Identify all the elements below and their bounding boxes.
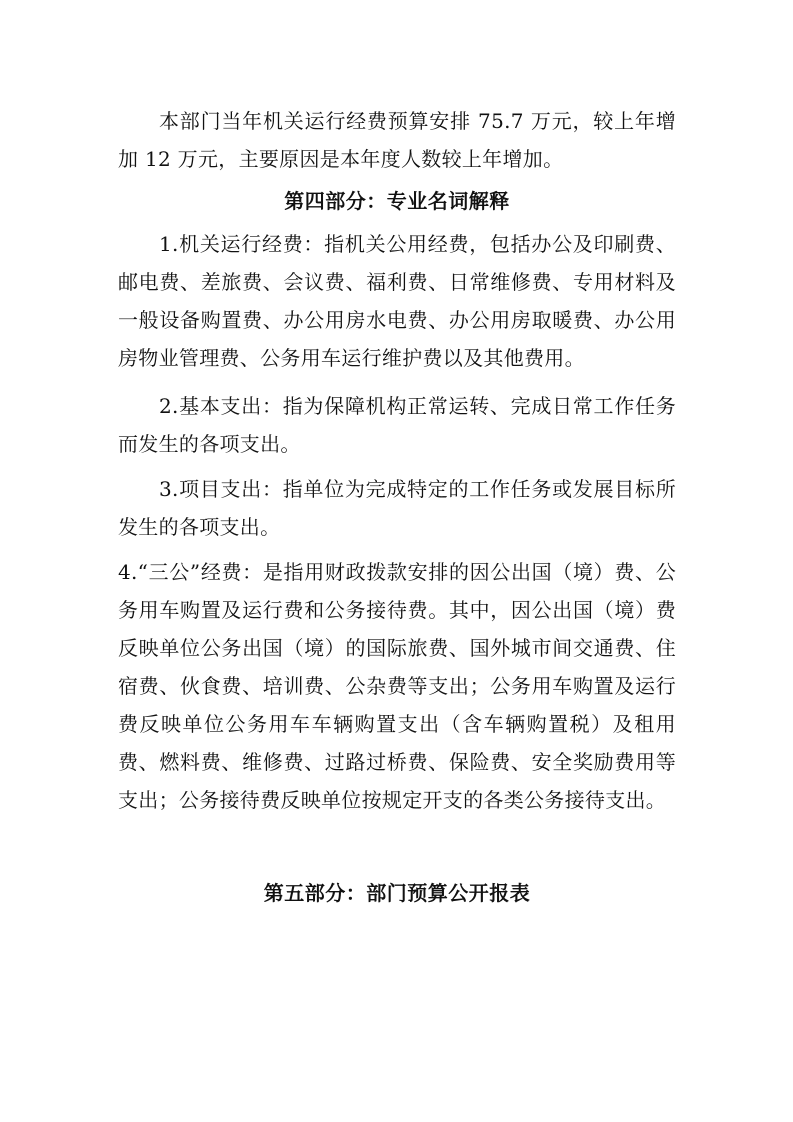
section-heading-part-five: 第五部分：部门预算公开报表 [263,881,531,905]
paragraph-term-project-expenditure: 3.项目支出：指单位为完成特定的工作任务或发展目标所发生的各项支出。 [118,477,676,539]
section-heading-part-four: 第四部分：专业名词解释 [284,189,510,213]
paragraph-term-basic-expenditure: 2.基本支出：指为保障机构正常运转、完成日常工作任务而发生的各项支出。 [118,394,676,456]
paragraph-term-operating-expenses: 1.机关运行经费：指机关公用经费，包括办公及印刷费、邮电费、差旅费、会议费、福利费、日常维修费、专用材料及一般设备购置费、办公用房水电费、办公用房取暖费、办公用房物业管理费、公务用车运行维护费以及其他费用。 [118,232,676,370]
paragraph-term-three-public-expenses: 4.“三公”经费：是指用财政拨款安排的因公出国（境）费、公务用车购置及运行费和公务接待费。其中，因公出国（境）费反映单位公务出国（境）的国际旅费、国外城市间交通费、住宿费、伙食费、培训费、公杂费等支出；公务用车购置及运行费反映单位公务用车车辆购置支出（含车辆购置税）及租用费、燃料费、维修费、过路过桥费、保险费、安全奖励费用等支出；公务接待费反映单位按规定开支的各类公务接待支出。 [118,560,676,812]
paragraph-operating-budget: 本部门当年机关运行经费预算安排 75.7 万元，较上年增加 12 万元，主要原因是本年度人数较上年增加。 [118,109,676,171]
